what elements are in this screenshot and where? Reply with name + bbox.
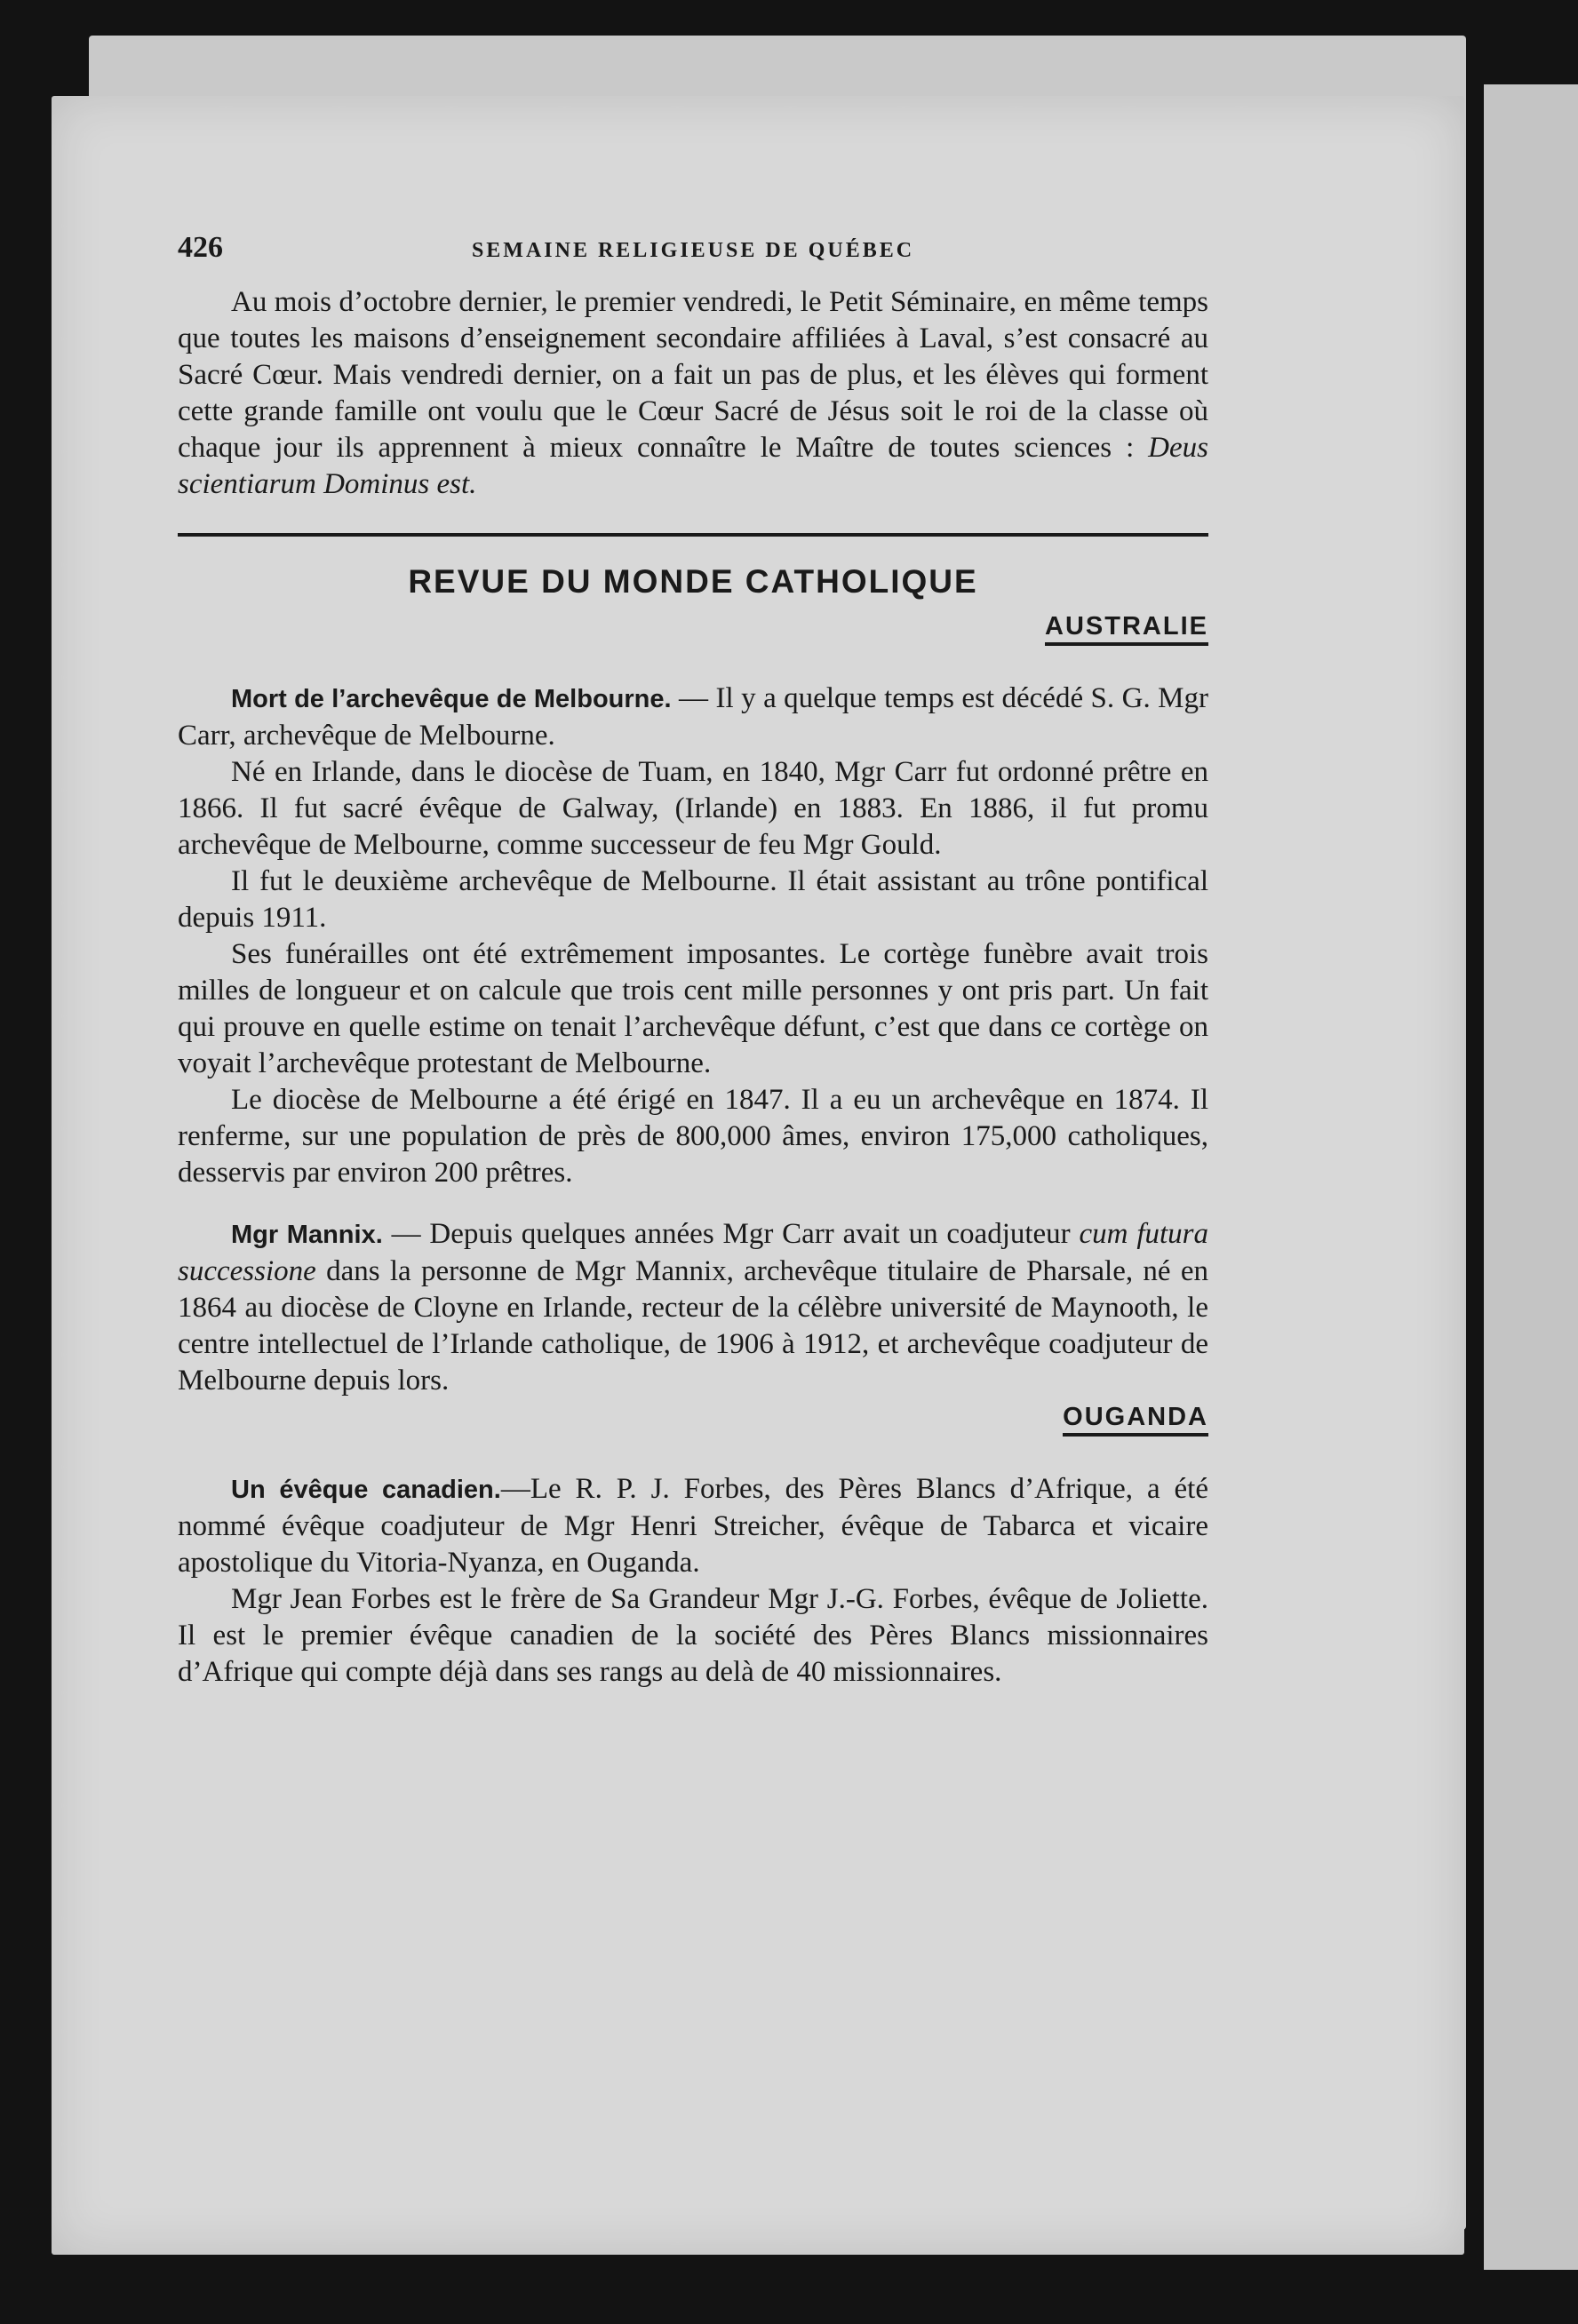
australie-lead-1: Mort de l’archevêque de Melbourne. — [231, 685, 672, 713]
australie-text-6a: — Depuis quelques années Mgr Carr avait un coadjuteur — [382, 1218, 1080, 1250]
ouganda-paragraph-2: Mgr Jean Forbes est le frère de Sa Grandeur Mgr J.-G. Forbes, évêque de Joliette. Il est le premier évêque canadien de la société des Pères Blancs missionnaires d’Afrique qui compte déjà dans ses rangs au delà de 40 missionnaires. — [178, 1583, 1208, 1688]
adjacent-page — [1484, 84, 1578, 2270]
australie-heading-text: AUSTRALIE — [1045, 612, 1208, 646]
australie-text-1: — Il y a quelque temps est décédé S. G. Mgr Carr, archevêque de Melbourne. — [178, 682, 1208, 752]
revue-title: REVUE DU MONDE CATHOLIQUE — [408, 563, 978, 600]
australie-paragraph-5: Le diocèse de Melbourne a été érigé en 1847. Il a eu un archevêque en 1874. Il renferme, sur une population de près de 800,000 âmes, environ 175,000 catholiques, desservis par environ 200 prêtres. — [178, 1084, 1208, 1189]
australie-paragraph-3: Il fut le deuxième archevêque de Melbourne. Il était assistant au trône pontifical depuis 1911. — [178, 865, 1208, 934]
spacer — [178, 1191, 1208, 1216]
page-header — [178, 222, 1208, 275]
ouganda-text-1: —Le R. P. J. Forbes, des Pères Blancs d’Afrique, a été nommé évêque coadjuteur de Mgr Henri Streicher, évêque de Tabarca et vicaire apostolique du Vitoria-Nyanza, en Ouganda. — [178, 1473, 1208, 1579]
australie-paragraph-4: Ses funérailles ont été extrêmement imposantes. Le cortège funèbre avait trois milles de longueur et on calcule que trois cent mille personnes y ont pris part. Un fait qui prouve en quelle estime on tenait l’archevêque défunt, c’est que dans ce cortège on voyait l’archevêque protestant de Melbourne. — [178, 938, 1208, 1079]
ouganda-heading-text: OUGANDA — [1063, 1403, 1208, 1437]
running-head: SEMAINE RELIGIEUSE DE QUÉBEC — [471, 239, 915, 262]
australie-paragraph-1 — [178, 680, 1208, 754]
ouganda-lead-1: Un évêque canadien. — [231, 1476, 501, 1504]
spacer — [178, 645, 1208, 680]
australie-lead-6: Mgr Mannix. — [231, 1221, 383, 1249]
australie-text-6b: dans la personne de Mgr Mannix, archevêque titulaire de Pharsale, né en 1864 au diocèse de Cloyne en Irlande, recteur de la célèbre université de Maynooth, le centre intellectuel de l’Irlande catholique, de 1906 à 1912, et archevêque coadjuteur de Melbourne depuis lors. — [178, 1255, 1208, 1397]
intro-text: Au mois d’octobre dernier, le premier vendredi, le Petit Séminaire, en même temps que toutes les maisons d’enseignement secondaire affiliées à Laval, s’est consacré au Sacré Cœur. Mais vendredi dernier, on a fait un pas de plus, et les élèves qui forment cette grande famille ont voulu que le Cœur Sacré de Jésus soit le roi de la classe où chaque jour ils apprennent à mieux connaître le Maître de toutes sciences : — [178, 286, 1208, 464]
intro-motto: Deus scientiarum Dominus est. — [178, 432, 1208, 500]
ouganda-paragraph-1 — [178, 1471, 1208, 1581]
spacer — [178, 1436, 1208, 1471]
intro-paragraph — [178, 284, 1208, 503]
australie-italic-6: cum futura successione — [178, 1218, 1209, 1287]
section-heading-ouganda — [178, 1399, 1208, 1436]
australie-paragraph-2: Né en Irlande, dans le diocèse de Tuam, en 1840, Mgr Carr fut ordonné prêtre en 1866. Il fut sacré évêque de Galway, (Irlande) en 1883. En 1886, il fut promu archevêque de Melbourne, comme successeur de feu Mgr Gould. — [178, 756, 1208, 861]
page-number: 426 — [178, 231, 223, 264]
section-divider — [178, 533, 1208, 537]
page-content — [178, 222, 1208, 1691]
australie-paragraph-6 — [178, 1216, 1208, 1399]
section-heading-australie — [178, 609, 1208, 645]
